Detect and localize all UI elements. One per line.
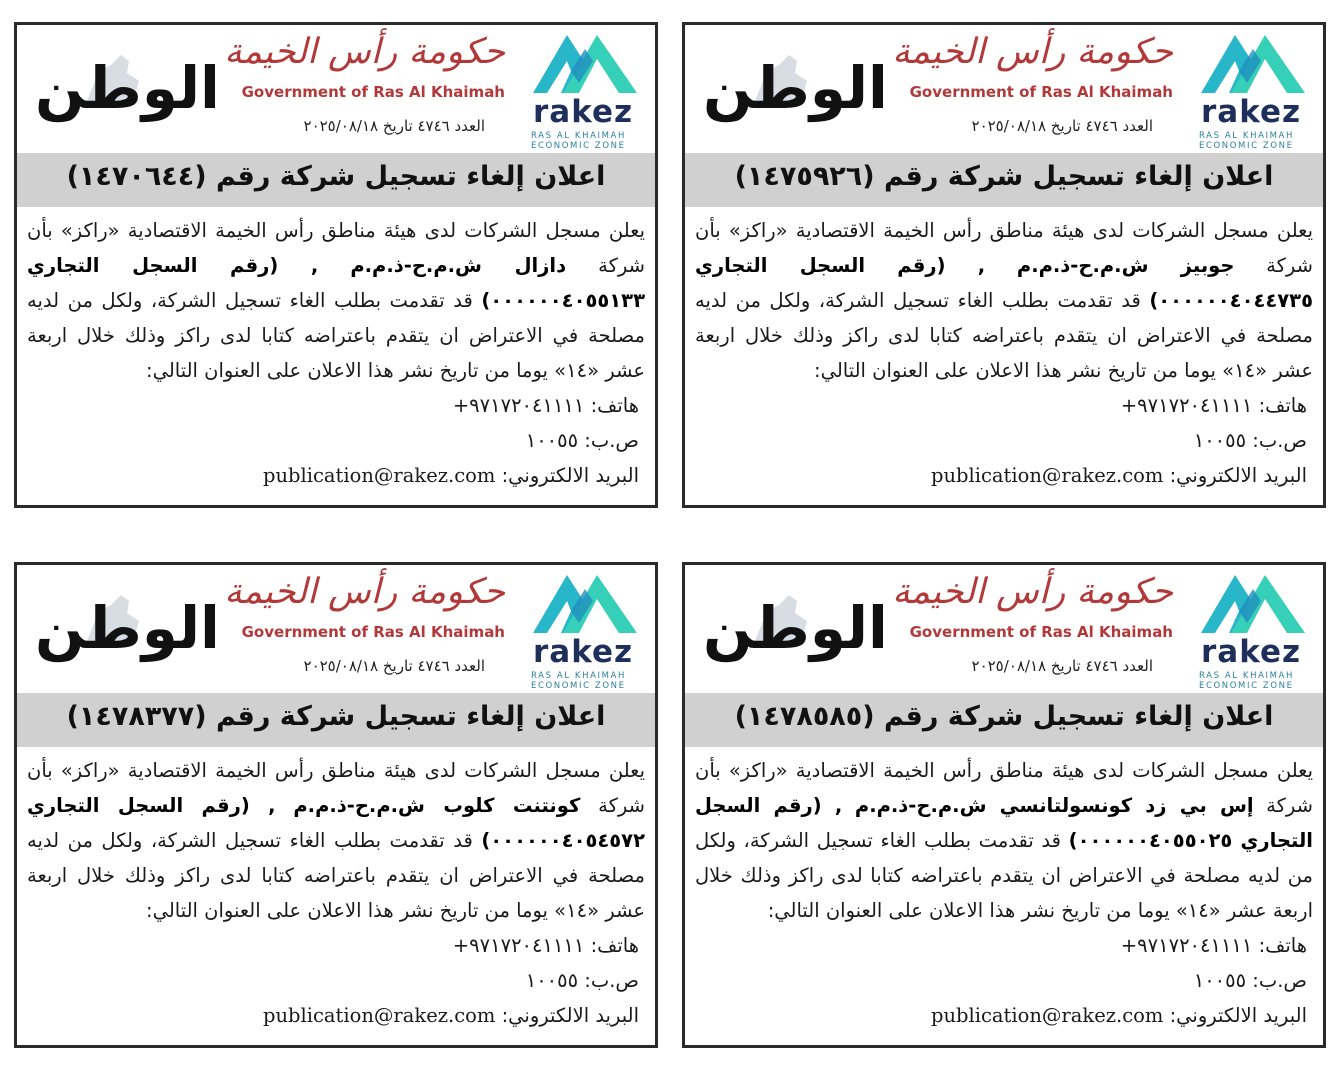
alwatan-logo (695, 589, 888, 679)
rakez-logo-icon (1201, 31, 1305, 93)
issue-info: العدد ٤٧٤٦ تاريخ ٢٠٢٥/٠٨/١٨ (971, 117, 1153, 135)
notice-header (685, 565, 1323, 693)
rakez-subtitle-line: ECONOMIC ZONE (531, 681, 626, 691)
rakez-subtitle-line: RAS AL KHAIMAH (531, 131, 626, 141)
email-address: publication@rakez.com (931, 464, 1164, 487)
email-label: البريد الالكتروني: (1169, 464, 1307, 487)
rakez-subtitle-line: ECONOMIC ZONE (531, 141, 626, 151)
notice-body (27, 753, 645, 1033)
notice-card (14, 562, 658, 1048)
government-name-english: Government of Ras Al Khaimah (909, 83, 1173, 101)
email-label: البريد الالكتروني: (501, 464, 639, 487)
notice-title: اعلان إلغاء تسجيل شركة رقم (١٤٧٠٦٤٤) (66, 161, 606, 192)
rakez-subtitle-line: RAS AL KHAIMAH (1199, 671, 1294, 681)
phone-line: هاتف: ٩٧١٧٢٠٤١١١١+ (1120, 394, 1307, 417)
registration-number: , (رقم السجل التجاري ٠٠٠٠٠٠٤٠٥٤٥٧٢) (27, 794, 645, 852)
title-bar (17, 693, 655, 747)
email-line (27, 458, 645, 493)
notice-intro: يعلن مسجل الشركات لدى هيئة مناطق رأس الخيمة الاقتصادية «راكز» بأن شركة (27, 219, 645, 277)
title-bar (17, 153, 655, 207)
registration-number: , (رقم السجل التجاري ٠٠٠٠٠٠٤٠٥٥١٣٣) (27, 254, 645, 312)
government-name-english: Government of Ras Al Khaimah (241, 83, 505, 101)
pobox-line: ص.ب: ١٠٠٥٥ (525, 429, 639, 452)
pobox-line: ص.ب: ١٠٠٥٥ (525, 969, 639, 992)
rakez-logo-icon (1201, 571, 1305, 633)
notice-text: قد تقدمت بطلب الغاء تسجيل الشركة، ولكل من لديه مصلحة في الاعتراض ان يتقدم باعتراضه كتابا لدى راكز وذلك خلال اربعة عشر «١٤» يوما من تاريخ نشر هذا الاعلان على العنوان التالي: (695, 289, 1313, 382)
notice-text: قد تقدمت بطلب الغاء تسجيل الشركة، ولكل من لديه مصلحة في الاعتراض ان يتقدم باعتراضه كتابا لدى راكز وذلك خلال اربعة عشر «١٤» يوما من تاريخ نشر هذا الاعلان على العنوان التالي: (27, 829, 645, 922)
alwatan-logo (27, 49, 220, 139)
notice-intro: يعلن مسجل الشركات لدى هيئة مناطق رأس الخيمة الاقتصادية «راكز» بأن شركة (695, 219, 1313, 277)
rakez-logo-icon (533, 31, 637, 93)
company-name: كونتنت كلوب ش.م.ح-ذ.م.م (293, 794, 581, 817)
rakez-subtitle-line: ECONOMIC ZONE (1199, 681, 1294, 691)
alwatan-logo (27, 589, 220, 679)
registration-number: , (رقم السجل التجاري ٠٠٠٠٠٠٤٠٤٤٧٣٥) (695, 254, 1313, 312)
rakez-wordmark: rakez (533, 634, 634, 670)
rakez-subtitle-line: RAS AL KHAIMAH (531, 671, 626, 681)
government-name-arabic: حكومة رأس الخيمة (224, 572, 505, 612)
email-line (695, 998, 1313, 1033)
notice-title: اعلان إلغاء تسجيل شركة رقم (١٤٧٨٥٨٥) (734, 701, 1274, 732)
notice-title: اعلان إلغاء تسجيل شركة رقم (١٤٧٨٣٧٧) (66, 701, 606, 732)
email-label: البريد الالكتروني: (501, 1004, 639, 1027)
notice-intro: يعلن مسجل الشركات لدى هيئة مناطق رأس الخيمة الاقتصادية «راكز» بأن شركة (695, 759, 1314, 817)
newspaper-name: الوطن (35, 54, 220, 122)
government-name-english: Government of Ras Al Khaimah (909, 623, 1173, 641)
notice-card (682, 22, 1326, 508)
rakez-logo (1197, 571, 1309, 689)
notice-card (14, 22, 658, 508)
rakez-subtitle (531, 131, 643, 151)
issue-info: العدد ٤٧٤٦ تاريخ ٢٠٢٥/٠٨/١٨ (303, 117, 485, 135)
notice-body (695, 213, 1313, 493)
newspaper-name: الوطن (703, 54, 888, 122)
registration-number: , (رقم السجل التجاري ٠٠٠٠٠٠٤٠٥٥٠٢٥) (695, 794, 1313, 852)
email-line (695, 458, 1313, 493)
notice-header (17, 565, 655, 693)
notice-card (682, 562, 1326, 1048)
newspaper-name: الوطن (35, 594, 220, 662)
rakez-subtitle-line: RAS AL KHAIMAH (1199, 131, 1294, 141)
company-name: دازال ش.م.ح-ذ.م.م (350, 254, 567, 277)
government-name-arabic: حكومة رأس الخيمة (892, 32, 1173, 72)
government-name-arabic: حكومة رأس الخيمة (224, 32, 505, 72)
notice-header (685, 25, 1323, 153)
alwatan-logo (695, 49, 888, 139)
rakez-wordmark: rakez (1201, 94, 1302, 130)
issue-info: العدد ٤٧٤٦ تاريخ ٢٠٢٥/٠٨/١٨ (303, 657, 485, 675)
email-label: البريد الالكتروني: (1169, 1004, 1307, 1027)
rakez-subtitle-line: ECONOMIC ZONE (1199, 141, 1294, 151)
newspaper-name: الوطن (703, 594, 888, 662)
rakez-subtitle (1199, 671, 1311, 691)
rakez-subtitle (1199, 131, 1311, 151)
email-address: publication@rakez.com (263, 1004, 496, 1027)
notice-text: قد تقدمت بطلب الغاء تسجيل الشركة، ولكل من لديه مصلحة في الاعتراض ان يتقدم باعتراضه كتابا لدى راكز وذلك خلال اربعة عشر «١٤» يوما من تاريخ نشر هذا الاعلان على العنوان التالي: (695, 829, 1313, 922)
rakez-subtitle (531, 671, 643, 691)
government-name-arabic: حكومة رأس الخيمة (892, 572, 1173, 612)
title-bar (685, 153, 1323, 207)
rakez-logo (1197, 31, 1309, 149)
email-address: publication@rakez.com (263, 464, 496, 487)
phone-line: هاتف: ٩٧١٧٢٠٤١١١١+ (452, 394, 639, 417)
notice-header (17, 25, 655, 153)
issue-info: العدد ٤٧٤٦ تاريخ ٢٠٢٥/٠٨/١٨ (971, 657, 1153, 675)
phone-line: هاتف: ٩٧١٧٢٠٤١١١١+ (452, 934, 639, 957)
notice-body (27, 213, 645, 493)
email-line (27, 998, 645, 1033)
pobox-line: ص.ب: ١٠٠٥٥ (1193, 429, 1307, 452)
rakez-logo (529, 571, 641, 689)
notice-text: قد تقدمت بطلب الغاء تسجيل الشركة، ولكل من لديه مصلحة في الاعتراض ان يتقدم باعتراضه كتابا لدى راكز وذلك خلال اربعة عشر «١٤» يوما من تاريخ نشر هذا الاعلان على العنوان التالي: (27, 289, 645, 382)
company-name: جوبيز ش.م.ح-ذ.م.م (1016, 254, 1235, 277)
rakez-logo-icon (533, 571, 637, 633)
rakez-wordmark: rakez (533, 94, 634, 130)
email-address: publication@rakez.com (931, 1004, 1164, 1027)
rakez-wordmark: rakez (1201, 634, 1302, 670)
notice-intro: يعلن مسجل الشركات لدى هيئة مناطق رأس الخيمة الاقتصادية «راكز» بأن شركة (27, 759, 645, 817)
government-name-english: Government of Ras Al Khaimah (241, 623, 505, 641)
notice-title: اعلان إلغاء تسجيل شركة رقم (١٤٧٥٩٢٦) (734, 161, 1274, 192)
notice-body (695, 753, 1313, 1033)
rakez-logo (529, 31, 641, 149)
phone-line: هاتف: ٩٧١٧٢٠٤١١١١+ (1120, 934, 1307, 957)
pobox-line: ص.ب: ١٠٠٥٥ (1193, 969, 1307, 992)
company-name: إس بي زد كونسولتانسي ش.م.ح-ذ.م.م (854, 794, 1254, 817)
title-bar (685, 693, 1323, 747)
